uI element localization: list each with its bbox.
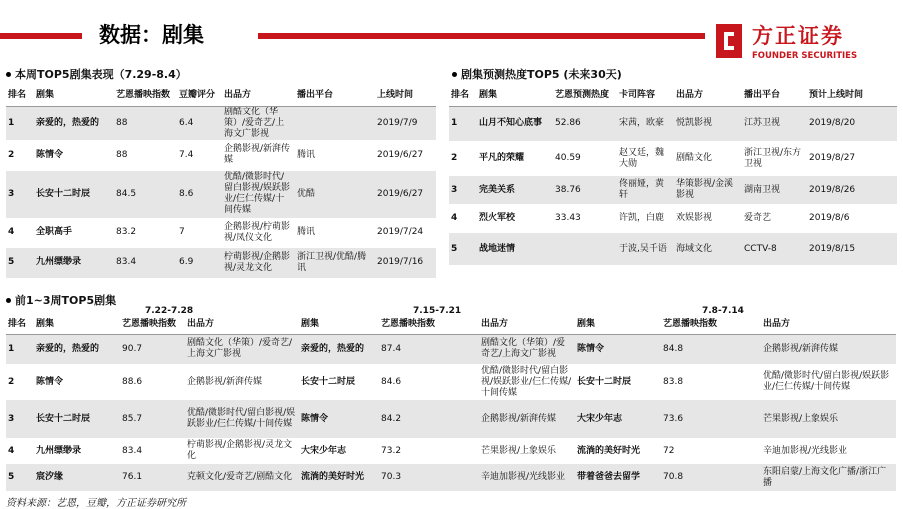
past-cell: 克顿文化/爱奇艺/剧酷文化 bbox=[187, 472, 293, 482]
logo-english-text: FOUNDER SECURITIES bbox=[752, 51, 858, 61]
weekly-cell: 2019/7/9 bbox=[377, 117, 418, 128]
past-cell: 2 bbox=[8, 376, 15, 387]
past-cell: 83.8 bbox=[663, 376, 684, 387]
forecast-header-cell: 卡司阵容 bbox=[619, 90, 656, 101]
forecast-cell: 33.43 bbox=[555, 213, 581, 223]
table-row bbox=[449, 204, 897, 233]
period-label-week3: 7.8-7.14 bbox=[702, 306, 744, 316]
forecast-cell: 佟丽娅，黄轩 bbox=[619, 179, 665, 200]
past-cell: 长安十二时辰 bbox=[301, 376, 356, 387]
forecast-cell: 2019/8/20 bbox=[809, 118, 856, 129]
weekly-section-title: 本周TOP5剧集表现（7.29-8.4） bbox=[6, 66, 187, 82]
period-label-week2: 7.15-7.21 bbox=[413, 306, 462, 316]
weekly-cell: 2 bbox=[8, 149, 15, 160]
weekly-header-cell: 播出平台 bbox=[297, 90, 334, 101]
weekly-cell: 6.9 bbox=[179, 257, 194, 267]
past-cell: 87.4 bbox=[381, 343, 402, 354]
forecast-header-cell: 预计上线时间 bbox=[809, 90, 864, 101]
weekly-cell: 88 bbox=[116, 117, 128, 128]
weekly-cell: 亲爱的，热爱的 bbox=[36, 117, 100, 128]
past-cell: 流淌的美好时光 bbox=[577, 445, 641, 456]
forecast-cell: 3 bbox=[451, 184, 458, 195]
weekly-cell: 柠萌影视/企鹅影视/灵龙文化 bbox=[224, 251, 291, 273]
forecast-cell: 于波,吴千语 bbox=[619, 243, 667, 254]
past-header-cell: 艺恩播映指数 bbox=[122, 319, 177, 330]
founder-logo-icon bbox=[712, 22, 746, 60]
weekly-cell: 浙江卫视/优酷/腾讯 bbox=[297, 251, 367, 273]
table-row bbox=[6, 140, 436, 171]
weekly-header-cell: 艺恩播映指数 bbox=[116, 90, 171, 101]
past-cell: 宸汐缘 bbox=[36, 472, 64, 482]
header-accent-bar-left bbox=[0, 33, 82, 39]
weekly-cell: 企鹅影视/新湃传媒 bbox=[224, 144, 291, 165]
weekly-cell: 7 bbox=[179, 227, 185, 237]
table-row bbox=[6, 218, 436, 248]
forecast-cell: 2019/8/15 bbox=[809, 243, 856, 254]
forecast-cell: 完美关系 bbox=[479, 184, 516, 195]
past-cell: 73.2 bbox=[381, 445, 402, 456]
table-row bbox=[6, 438, 896, 464]
weekly-cell: 剧酷文化（华策）/爱奇艺/上海文广影视 bbox=[224, 106, 285, 139]
past-cell: 陈情令 bbox=[577, 343, 605, 354]
forecast-header-cell: 出品方 bbox=[676, 90, 704, 101]
past-cell: 1 bbox=[8, 343, 15, 354]
past-header-cell: 出品方 bbox=[763, 319, 791, 330]
forecast-cell: 烈火军校 bbox=[479, 213, 516, 223]
past-cell: 芒果影视/上象娱乐 bbox=[481, 445, 557, 456]
forecast-cell: 平凡的荣耀 bbox=[479, 153, 525, 163]
logo-chinese-text: 方正证券 bbox=[752, 24, 844, 48]
forecast-cell: CCTV-8 bbox=[744, 243, 777, 254]
forecast-cell: 华策影视/金溪影视 bbox=[676, 179, 734, 200]
weekly-cell: 8.6 bbox=[179, 188, 194, 199]
forecast-cell: 湖南卫视 bbox=[744, 184, 781, 195]
past-cell: 剧酷文化（华策）/爱奇艺/上海文广影视 bbox=[187, 338, 293, 360]
past-cell: 85.7 bbox=[122, 413, 143, 424]
weekly-cell: 腾讯 bbox=[297, 149, 316, 160]
past-cell: 长安十二时辰 bbox=[36, 413, 91, 424]
past-cell: 辛迪加影视/光线影业 bbox=[763, 445, 848, 456]
past-cell: 优酷/微影时代/留白影视/娱跃影业/仨仁传媒/十间传媒 bbox=[763, 371, 890, 392]
past-cell: 大宋少年志 bbox=[577, 413, 623, 424]
forecast-cell bbox=[553, 233, 617, 265]
forecast-cell: 2019/8/27 bbox=[809, 153, 856, 163]
forecast-cell: 欢娱影视 bbox=[676, 213, 713, 223]
past-header-cell: 剧集 bbox=[301, 319, 320, 330]
header-accent-bar-right bbox=[258, 33, 705, 39]
table-row bbox=[6, 464, 896, 491]
past-cell: 70.8 bbox=[663, 472, 684, 482]
table-row bbox=[6, 106, 436, 140]
weekly-cell: 长安十二时辰 bbox=[36, 188, 91, 199]
weekly-cell: 陈情令 bbox=[36, 149, 64, 160]
weekly-header-cell: 上线时间 bbox=[377, 90, 414, 101]
past-cell: 芒果影视/上象娱乐 bbox=[763, 413, 839, 424]
weekly-cell: 83.2 bbox=[116, 227, 137, 237]
forecast-cell: 赵又廷，魏大勋 bbox=[619, 147, 665, 169]
past-header-cell: 艺恩播映指数 bbox=[381, 319, 436, 330]
forecast-cell: 爱奇艺 bbox=[744, 213, 772, 223]
past-cell: 陈情令 bbox=[301, 413, 329, 424]
forecast-cell: 38.76 bbox=[555, 184, 581, 195]
weekly-cell: 5 bbox=[8, 257, 15, 267]
table-row bbox=[6, 334, 896, 364]
forecast-cell: 2019/8/26 bbox=[809, 184, 856, 195]
table-row bbox=[449, 176, 897, 204]
past-cell: 84.6 bbox=[381, 376, 402, 387]
forecast-cell: 山月不知心底事 bbox=[479, 118, 543, 129]
weekly-cell: 全职高手 bbox=[36, 227, 73, 237]
forecast-cell: 浙江卫视/东方卫视 bbox=[744, 147, 802, 169]
forecast-cell: 52.86 bbox=[555, 118, 581, 129]
table-row bbox=[449, 106, 897, 141]
weekly-cell: 7.4 bbox=[179, 149, 194, 160]
forecast-header-cell: 播出平台 bbox=[744, 90, 781, 101]
past-cell: 柠萌影视/企鹅影视/灵龙文化 bbox=[187, 440, 293, 461]
weekly-header-cell: 豆瓣评分 bbox=[179, 90, 216, 101]
past-header-cell: 出品方 bbox=[481, 319, 509, 330]
source-note: 资料来源：艺恩，豆瓣，方正证券研究所 bbox=[6, 498, 186, 509]
forecast-cell: 悦凯影视 bbox=[676, 118, 713, 129]
page-title: 数据：剧集 bbox=[99, 23, 204, 47]
past-cell: 大宋少年志 bbox=[301, 445, 347, 456]
past-cell: 带着爸爸去留学 bbox=[577, 472, 641, 482]
forecast-cell: 许凯，白鹿 bbox=[619, 213, 665, 223]
past-cell: 亲爱的，热爱的 bbox=[301, 343, 365, 354]
forecast-cell: 5 bbox=[451, 243, 458, 254]
past-cell: 3 bbox=[8, 413, 15, 424]
past-cell: 84.8 bbox=[663, 343, 684, 354]
past-cell: 优酷/微影时代/留白影视/娱跃影业/仨仁传媒/十间传媒 bbox=[187, 408, 296, 429]
period-label-week1: 7.22-7.28 bbox=[145, 306, 194, 316]
past-cell: 76.1 bbox=[122, 472, 143, 482]
past-cell: 陈情令 bbox=[36, 376, 64, 387]
past-cell: 73.6 bbox=[663, 413, 684, 424]
weekly-cell: 83.4 bbox=[116, 257, 137, 267]
weekly-cell: 2019/7/16 bbox=[377, 257, 424, 267]
past-header-cell: 剧集 bbox=[36, 319, 55, 330]
past-cell: 企鹅影视/新湃传媒 bbox=[481, 413, 557, 424]
weekly-top5-table bbox=[6, 86, 436, 278]
weekly-cell: 优酷 bbox=[297, 188, 316, 199]
weekly-cell bbox=[295, 106, 375, 140]
forecast-section-title: 剧集预测热度TOP5 (未来30天) bbox=[452, 66, 622, 82]
bullet-icon bbox=[6, 298, 11, 303]
forecast-top5-table bbox=[449, 86, 897, 265]
past-weeks-section-title: 前1~3周TOP5剧集 bbox=[6, 292, 116, 308]
weekly-header-cell: 出品方 bbox=[224, 90, 252, 101]
weekly-cell: 优酷/微影时代/留白影视/娱跃影业/仨仁传媒/十间传媒 bbox=[224, 172, 291, 215]
weekly-cell: 2019/6/27 bbox=[377, 149, 424, 160]
past-header-cell: 艺恩播映指数 bbox=[663, 319, 718, 330]
past-cell: 优酷/微影时代/留白影视/娱跃影业/仨仁传媒/十间传媒 bbox=[481, 365, 572, 398]
weekly-header-cell: 剧集 bbox=[36, 90, 55, 101]
weekly-cell: 2019/7/24 bbox=[377, 227, 424, 237]
past-cell: 企鹅影视/新湃传媒 bbox=[187, 376, 263, 387]
bullet-icon bbox=[452, 72, 457, 77]
past-header-cell: 排名 bbox=[8, 319, 27, 330]
past-cell: 流淌的美好时光 bbox=[301, 472, 365, 482]
past-cell: 83.4 bbox=[122, 445, 143, 456]
table-row bbox=[6, 400, 896, 438]
forecast-cell: 1 bbox=[451, 118, 458, 129]
weekly-cell: 88 bbox=[116, 149, 128, 160]
past-cell: 长安十二时辰 bbox=[577, 376, 632, 387]
weekly-cell: 3 bbox=[8, 188, 15, 199]
weekly-cell: 企鹅影视/柠萌影视/凤仪文化 bbox=[224, 221, 291, 243]
forecast-header-cell: 排名 bbox=[451, 90, 470, 101]
forecast-cell: 2 bbox=[451, 153, 458, 163]
forecast-cell: 40.59 bbox=[555, 153, 581, 163]
founder-securities-logo bbox=[708, 18, 878, 66]
past-cell: 剧酷文化（华策）/爱奇艺/上海文广影视 bbox=[481, 338, 566, 360]
forecast-cell: 海域文化 bbox=[676, 243, 713, 254]
past-cell: 九州缥缈录 bbox=[36, 445, 82, 456]
table-row bbox=[449, 233, 897, 265]
past-cell: 70.3 bbox=[381, 472, 402, 482]
past-cell: 企鹅影视/新湃传媒 bbox=[763, 343, 839, 354]
table-row bbox=[6, 248, 436, 278]
forecast-header-cell: 艺恩预测热度 bbox=[555, 90, 610, 101]
past-cell: 88.6 bbox=[122, 376, 143, 387]
weekly-cell: 4 bbox=[8, 227, 15, 237]
past-cell: 东阳启蒙/上海文化广播/浙江广播 bbox=[763, 466, 887, 488]
table-row bbox=[6, 171, 436, 218]
past-cell: 4 bbox=[8, 445, 15, 456]
weekly-header-cell: 排名 bbox=[8, 90, 27, 101]
forecast-header-cell: 剧集 bbox=[479, 90, 498, 101]
bullet-icon bbox=[6, 72, 11, 77]
past-cell: 亲爱的，热爱的 bbox=[36, 343, 100, 354]
weekly-cell: 6.4 bbox=[179, 117, 194, 128]
forecast-cell: 4 bbox=[451, 213, 458, 223]
forecast-cell: 剧酷文化 bbox=[676, 153, 713, 163]
weekly-cell: 1 bbox=[8, 117, 15, 128]
past-weeks-top5-table bbox=[6, 316, 896, 491]
past-cell: 84.2 bbox=[381, 413, 402, 424]
forecast-cell: 宋茜，欧豪 bbox=[619, 118, 665, 129]
weekly-cell: 九州缥缈录 bbox=[36, 257, 82, 267]
past-header-cell: 剧集 bbox=[577, 319, 596, 330]
forecast-cell: 江苏卫视 bbox=[744, 118, 781, 129]
table-row bbox=[6, 364, 896, 400]
past-cell: 5 bbox=[8, 472, 15, 482]
forecast-cell: 2019/8/6 bbox=[809, 213, 850, 223]
table-row bbox=[449, 141, 897, 176]
past-cell: 72 bbox=[663, 445, 675, 456]
past-cell: 辛迪加影视/光线影业 bbox=[481, 472, 566, 482]
weekly-cell: 腾讯 bbox=[297, 227, 316, 237]
weekly-cell: 84.5 bbox=[116, 188, 137, 199]
weekly-cell: 2019/6/27 bbox=[377, 188, 424, 199]
forecast-cell: 战地迷情 bbox=[479, 243, 516, 254]
past-cell: 90.7 bbox=[122, 343, 143, 354]
past-header-cell: 出品方 bbox=[187, 319, 215, 330]
